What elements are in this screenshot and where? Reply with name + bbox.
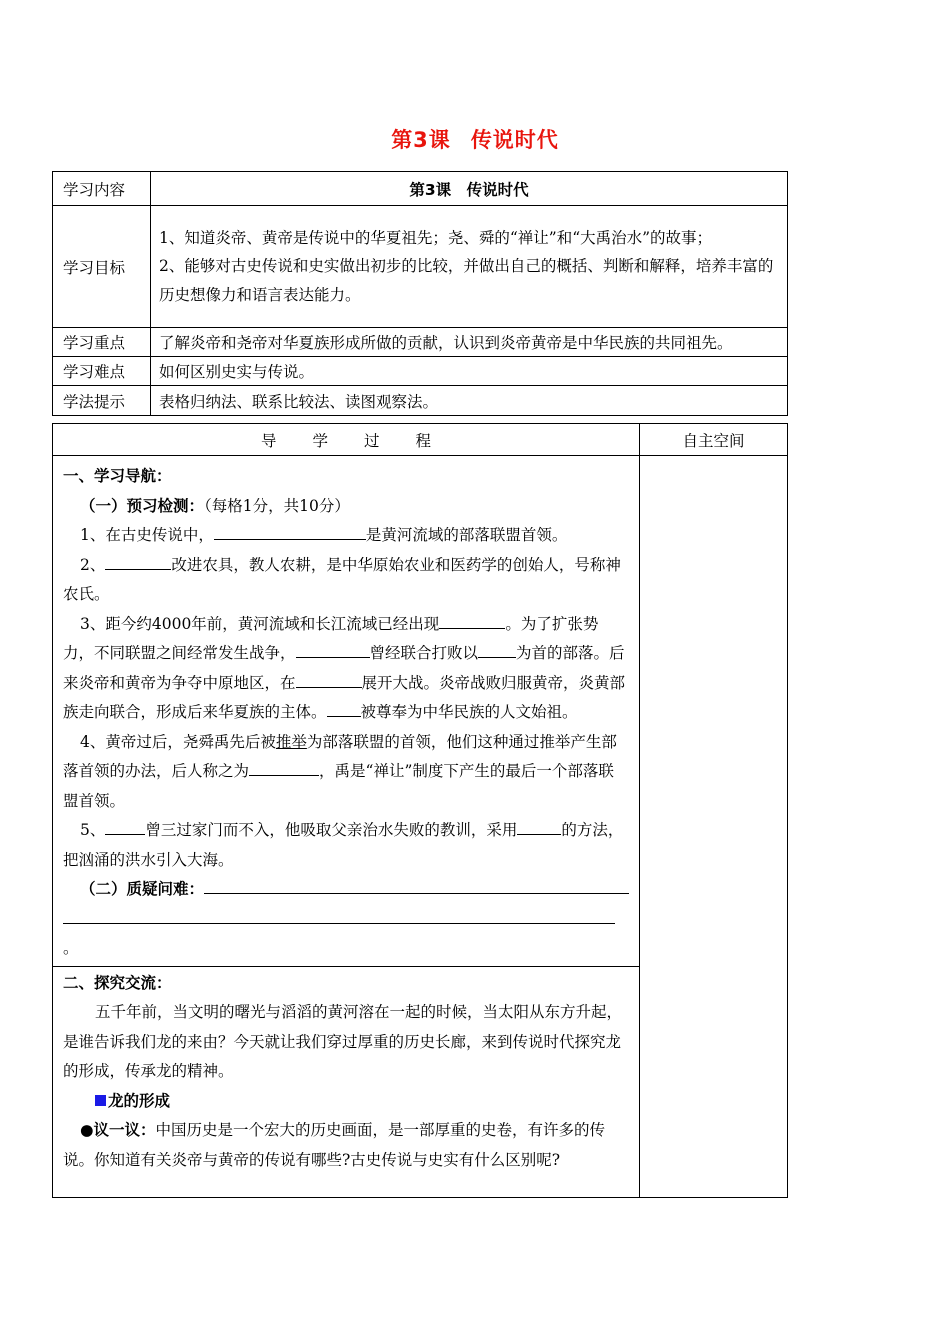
content-label: 学习内容 xyxy=(53,172,151,206)
answer-blank[interactable] xyxy=(249,758,319,776)
question-5: 5、 曾三过家门而不入，他吸取父亲治水失败的教训，采用 的方法，把汹涌的洪水引入大海。 xyxy=(63,816,629,875)
question-3: 3、距今约4000年前，黄河流域和长江流域已经出现 。为了扩张势力，不同联盟之间经常发生战争， 曾经联合打败以 为首的部落。后来炎帝和黄帝为争夺中原地区，在 展开大战。炎帝战败归服黄帝，炎黄部族走向联合，形成后来华夏族的主体。 被尊奉为中华民族的人文始祖。 xyxy=(63,610,629,728)
method-value: 表格归纳法、联系比较法、读图观察法。 xyxy=(151,386,788,416)
question-line-2: 。 xyxy=(63,905,629,964)
method-label: 学法提示 xyxy=(53,386,151,416)
question-blank[interactable] xyxy=(63,906,615,924)
intro-paragraph: 五千年前，当文明的曙光与滔滔的黄河溶在一起的时候，当太阳从东方升起，是谁告诉我们龙的来由？今天就让我们穿过厚重的历史长廊，来到传说时代探究龙的形成，传承龙的精神。 xyxy=(63,1003,623,1080)
process-header: 导 学 过 程 xyxy=(53,424,640,456)
section2-title: 二、探究交流： xyxy=(63,973,172,992)
self-space-column[interactable] xyxy=(640,456,788,1198)
answer-blank[interactable] xyxy=(327,699,361,717)
discussion: ●议一议：中国历史是一个宏大的历史画面，是一部厚重的史卷，有许多的传说。你知道有关炎帝与黄帝的传说有哪些?古史传说与史实有什么区别呢? xyxy=(63,1121,606,1169)
difficulty-label: 学习难点 xyxy=(53,357,151,386)
page-title: 第3课 传说时代 xyxy=(391,128,559,152)
answer-blank[interactable] xyxy=(105,817,145,835)
goals-label: 学习目标 xyxy=(53,206,151,328)
question-2: 2、 改进农具，教人农耕，是中华原始农业和医药学的创始人，号称神农氏。 xyxy=(63,551,629,610)
answer-blank[interactable] xyxy=(439,611,505,629)
focus-label: 学习重点 xyxy=(53,328,151,357)
section-divider xyxy=(53,966,639,967)
answer-blank[interactable] xyxy=(296,670,362,688)
process-content xyxy=(53,456,640,1198)
answer-blank[interactable] xyxy=(517,817,561,835)
answer-blank[interactable] xyxy=(296,640,370,658)
question-1: 1、在古史传说中， 是黄河流域的部落联盟首领。 xyxy=(63,521,629,551)
lesson-info-table xyxy=(52,171,788,416)
answer-blank[interactable] xyxy=(214,522,366,540)
answer-blank[interactable] xyxy=(105,552,171,570)
goals-value xyxy=(151,206,788,328)
question-blank[interactable] xyxy=(204,876,629,894)
dragon-heading: 龙的形成 xyxy=(63,1087,629,1117)
question-section: （二）质疑问难： xyxy=(63,875,629,905)
sub1-note: （每格1分，共10分） xyxy=(204,496,350,515)
sub1-title: （一）预习检测： xyxy=(80,496,205,515)
content-value: 第3课 传说时代 xyxy=(151,172,788,206)
side-header: 自主空间 xyxy=(640,424,788,456)
learning-process-table xyxy=(52,423,788,1198)
question-4: 4、黄帝过后，尧舜禹先后被推举为部落联盟的首领，他们这种通过推举产生部落首领的办法，后人称之为 ，禹是“禅让”制度下产生的最后一个部落联盟首领。 xyxy=(63,732,617,810)
focus-value: 了解炎帝和尧帝对华夏族形成所做的贡献，认识到炎帝黄帝是中华民族的共同祖先。 xyxy=(151,328,788,357)
difficulty-value: 如何区别史实与传说。 xyxy=(151,357,788,386)
goal-2: 2、能够对古史传说和史实做出初步的比较，并做出自己的概括、判断和解释，培养丰富的历史想像力和语言表达能力。 xyxy=(159,257,774,304)
goal-1: 1、知道炎帝、黄帝是传说中的华夏祖先；尧、舜的“禅让”和“大禹治水”的故事； xyxy=(159,228,713,247)
section1-title: 一、学习导航： xyxy=(63,467,172,485)
square-bullet-icon xyxy=(95,1095,106,1106)
answer-blank[interactable] xyxy=(478,640,516,658)
